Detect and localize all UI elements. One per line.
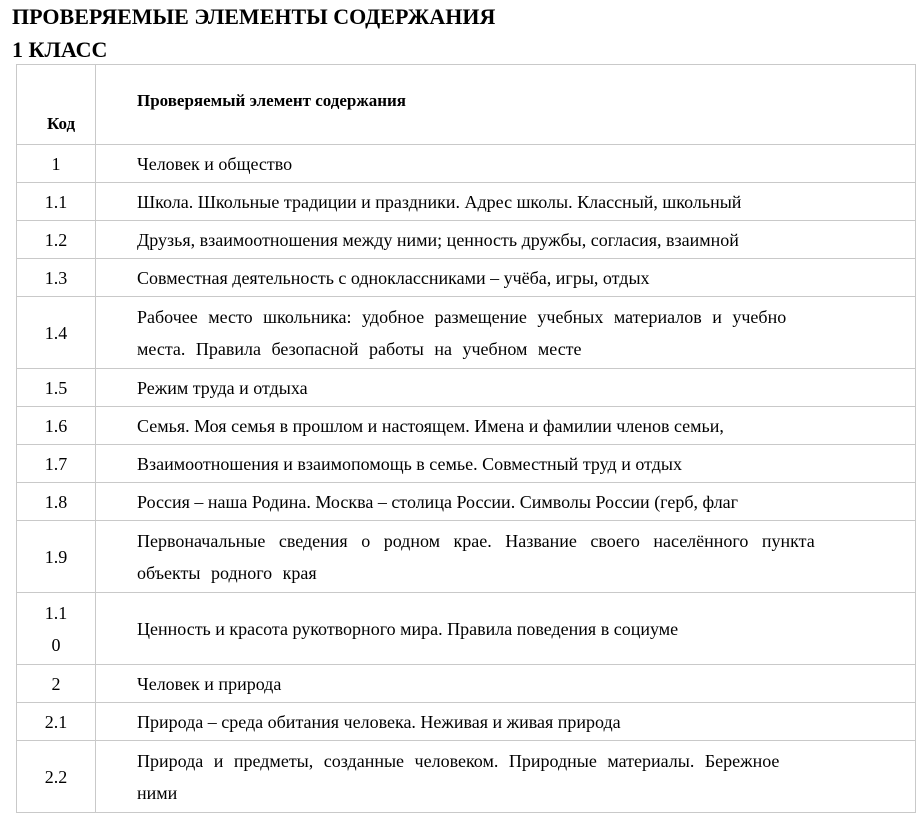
- row-code: 1.9: [17, 521, 96, 593]
- row-element: Человек и общество: [96, 145, 916, 183]
- table-row: [17, 483, 916, 521]
- row-element: [96, 521, 916, 593]
- row-element: [96, 741, 916, 813]
- table-row: [17, 593, 916, 665]
- row-code: 1.4: [17, 297, 96, 369]
- row-code: 1.2: [17, 221, 96, 259]
- row-code: 1.5: [17, 369, 96, 407]
- row-element-line: Первоначальные сведения о родном крае. Название своего населённого пункта: [137, 530, 815, 551]
- row-element: Школа. Школьные традиции и праздники. Адрес школы. Классный, школьный: [96, 183, 916, 221]
- row-element-line: Природа и предметы, созданные человеком. Природные материалы. Бережное: [137, 750, 780, 771]
- row-element-line: ними: [137, 782, 178, 803]
- row-element: Друзья, взаимоотношения между ними; ценность дружбы, согласия, взаимной: [96, 221, 916, 259]
- row-code-line: 1.1: [44, 602, 68, 623]
- row-code: 1.7: [17, 445, 96, 483]
- grade-subtitle: 1 КЛАСС: [12, 37, 108, 62]
- table-row: [17, 741, 916, 813]
- row-element: Ценность и красота рукотворного мира. Правила поведения в социуме: [96, 593, 916, 665]
- row-code: 1.8: [17, 483, 96, 521]
- table-row: [17, 183, 916, 221]
- header-element: Проверяемый элемент содержания: [96, 65, 916, 145]
- header-code: Код: [17, 65, 96, 145]
- document-title: ПРОВЕРЯЕМЫЕ ЭЛЕМЕНТЫ СОДЕРЖАНИЯ: [12, 4, 496, 29]
- table-row: [17, 521, 916, 593]
- content-elements-table: [16, 64, 816, 803]
- table-row: [17, 445, 916, 483]
- row-element: Человек и природа: [96, 665, 916, 703]
- row-element: Семья. Моя семья в прошлом и настоящем. Имена и фамилии членов семьи,: [96, 407, 916, 445]
- table-row: [17, 665, 916, 703]
- row-element: Россия – наша Родина. Москва – столица России. Символы России (герб, флаг: [96, 483, 916, 521]
- row-code: 2: [17, 665, 96, 703]
- row-code: 2.2: [17, 741, 96, 813]
- row-code: 1.1: [17, 183, 96, 221]
- table-row: [17, 259, 916, 297]
- table-row: [17, 221, 916, 259]
- row-code: 1: [17, 145, 96, 183]
- row-code: 2.1: [17, 703, 96, 741]
- table-row: [17, 297, 916, 369]
- row-element: Природа – среда обитания человека. Неживая и живая природа: [96, 703, 916, 741]
- row-element-line: объекты родного края: [137, 562, 317, 583]
- table-row: [17, 703, 916, 741]
- table-header-row: [17, 65, 916, 145]
- table-row: [17, 369, 916, 407]
- row-element-line: Рабочее место школьника: удобное размещение учебных материалов и учебно: [137, 306, 787, 327]
- row-code: [17, 593, 96, 665]
- row-element: [96, 297, 916, 369]
- row-element: Режим труда и отдыха: [96, 369, 916, 407]
- row-code: 1.6: [17, 407, 96, 445]
- row-code-line: 0: [51, 634, 61, 655]
- row-element: Совместная деятельность с одноклассниками – учёба, игры, отдых: [96, 259, 916, 297]
- row-element: Взаимоотношения и взаимопомощь в семье. Совместный труд и отдых: [96, 445, 916, 483]
- row-element-line: места. Правила безопасной работы на учебном месте: [137, 338, 582, 359]
- table-row: [17, 145, 916, 183]
- row-code: 1.3: [17, 259, 96, 297]
- table-row: [17, 407, 916, 445]
